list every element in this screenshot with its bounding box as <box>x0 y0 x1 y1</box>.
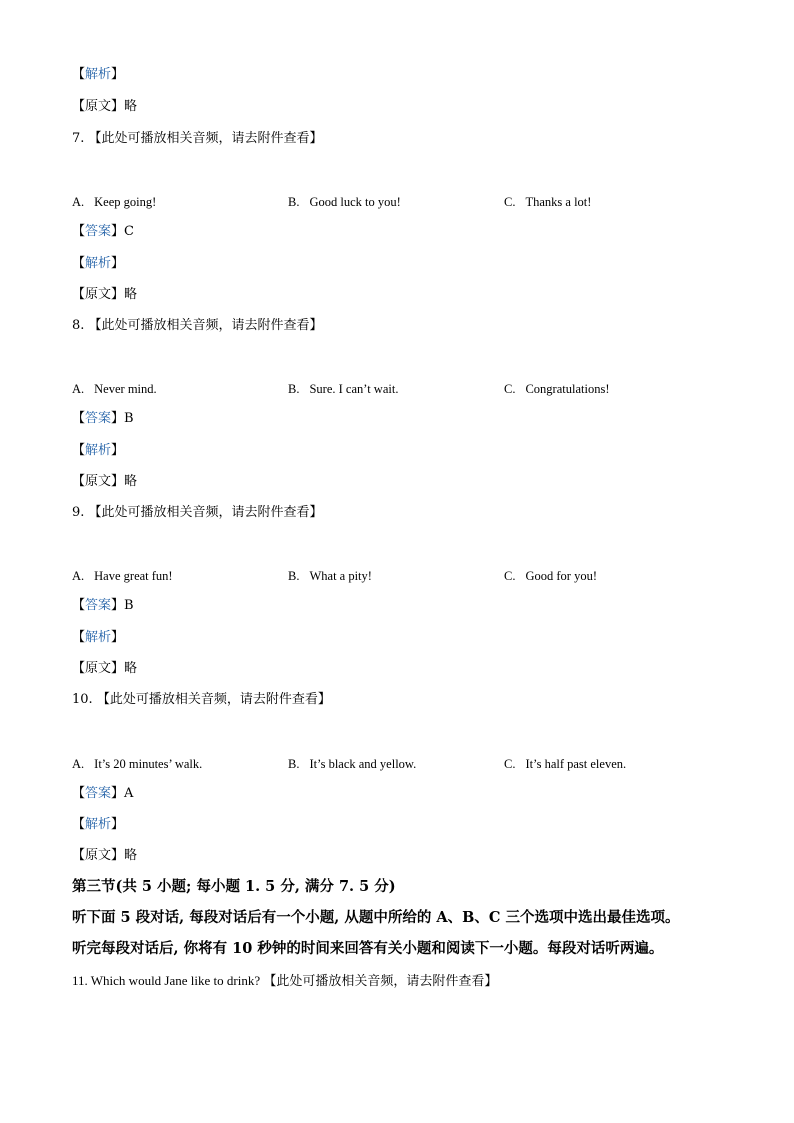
q8-answer: 【答案】B <box>72 411 134 426</box>
q10-answer: 【答案】A <box>72 786 134 801</box>
q7-original: 【原文】略 <box>72 287 138 302</box>
q9-option-a: A. Have great fun! <box>72 569 173 583</box>
q7-answer: 【答案】C <box>72 224 134 239</box>
section-3-instruction-2: 听完每段对话后, 你将有 10 秒钟的时间来回答有关小题和阅读下一小题。每段对话听两遍。 <box>72 940 664 957</box>
q9-answer: 【答案】B <box>72 598 134 613</box>
q8-option-c: C. Congratulations! <box>504 382 610 396</box>
q9-option-c: C. Good for you! <box>504 569 597 583</box>
question-8-prompt: 8. 【此处可播放相关音频，请去附件查看】 <box>72 318 323 333</box>
question-9-prompt: 9. 【此处可播放相关音频，请去附件查看】 <box>72 505 323 520</box>
question-11-prompt: 11. Which would Jane like to drink? 【此处可播放相关音频，请去附件查看】 <box>72 973 498 988</box>
section-3-instruction-1: 听下面 5 段对话, 每段对话后有一个小题, 从题中所给的 A、B、C 三个选项中选出最佳选项。 <box>72 909 680 926</box>
q8-analysis: 【解析】 <box>72 443 125 458</box>
q7-option-a: A. Keep going! <box>72 195 157 209</box>
q9-original: 【原文】略 <box>72 661 138 676</box>
q7-option-b: B. Good luck to you! <box>288 195 401 209</box>
audio-note: 【此处可播放相关音频，请去附件查看】 <box>88 505 323 520</box>
q10-option-b: B. It’s black and yellow. <box>288 757 417 771</box>
audio-note: 【此处可播放相关音频，请去附件查看】 <box>88 318 323 333</box>
q10-option-a: A. It’s 20 minutes’ walk. <box>72 757 203 771</box>
audio-note: 【此处可播放相关音频，请去附件查看】 <box>263 973 498 988</box>
q8-option-a: A. Never mind. <box>72 382 157 396</box>
q9-option-b: B. What a pity! <box>288 569 372 583</box>
question-10-prompt: 10. 【此处可播放相关音频，请去附件查看】 <box>72 692 331 707</box>
q10-original: 【原文】略 <box>72 848 138 863</box>
q8-option-b: B. Sure. I can’t wait. <box>288 382 399 396</box>
q8-original: 【原文】略 <box>72 474 138 489</box>
q10-analysis: 【解析】 <box>72 817 125 832</box>
original-text-q6: 【原文】略 <box>72 99 138 114</box>
q7-option-c: C. Thanks a lot! <box>504 195 592 209</box>
audio-note: 【此处可播放相关音频，请去附件查看】 <box>96 692 331 707</box>
section-3-title: 第三节(共 5 小题; 每小题 1. 5 分, 满分 7. 5 分) <box>72 878 396 895</box>
analysis-label-q6: 【解析】 <box>72 67 125 82</box>
q9-analysis: 【解析】 <box>72 630 125 645</box>
q10-option-c: C. It’s half past eleven. <box>504 757 627 771</box>
q7-analysis: 【解析】 <box>72 256 125 271</box>
audio-note: 【此处可播放相关音频，请去附件查看】 <box>88 131 323 146</box>
question-7-prompt: 7. 【此处可播放相关音频，请去附件查看】 <box>72 131 323 146</box>
